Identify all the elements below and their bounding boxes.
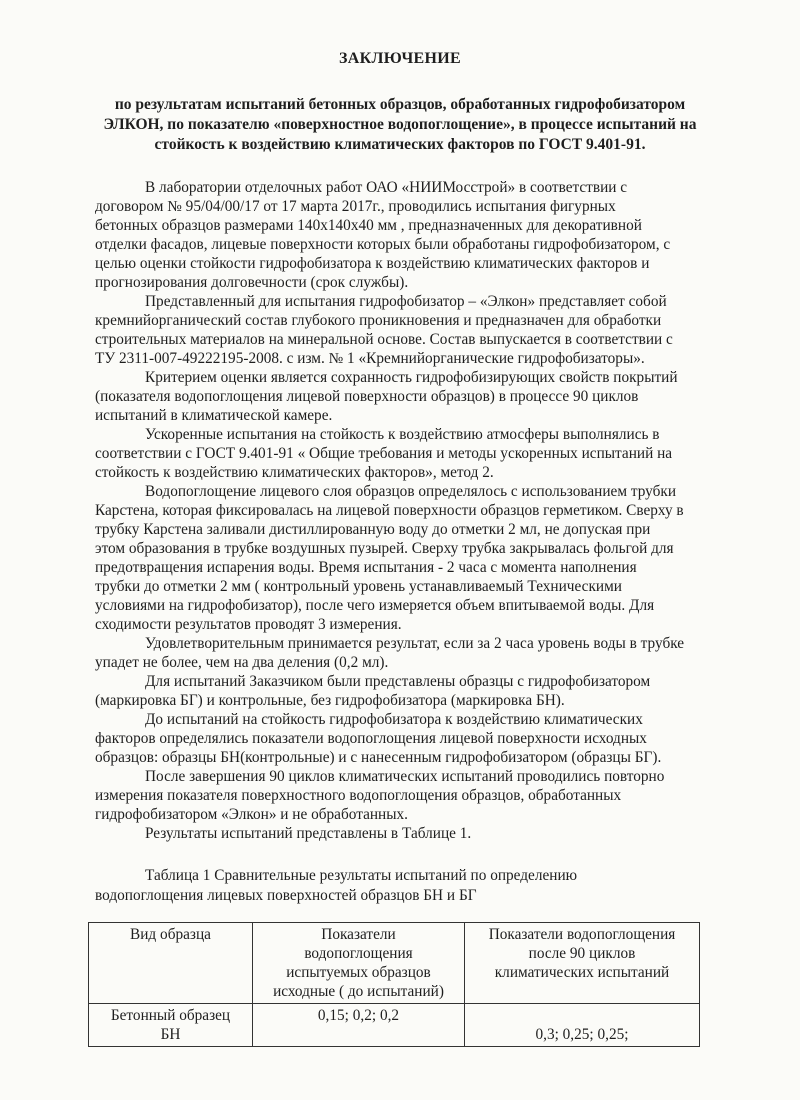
- paragraph: [95, 178, 710, 292]
- results-table: [88, 922, 700, 1047]
- text-line: исходные ( до испытаний): [273, 983, 444, 1000]
- text-line: соответствии с ГОСТ 9.401-91 « Общие требования и методы ускоренных испытаний на: [95, 445, 673, 462]
- table-header-row: [89, 923, 700, 1004]
- header-after: [465, 923, 700, 1004]
- text-line: Критерием оценки является сохранность гидрофобизирующих свойств покрытий: [145, 369, 678, 386]
- paragraph: [95, 425, 710, 482]
- text-line: БН: [160, 1026, 181, 1043]
- text-line: Карстена, которая фиксировалась на лицевой поверхности образцов герметиком. Сверху в: [95, 502, 684, 519]
- text-line: Водопоглощение лицевого слоя образцов определялось с использованием трубки: [145, 483, 677, 500]
- text-line: Удовлетворительным принимается результат, если за 2 часа уровень воды в трубке: [145, 635, 685, 652]
- paragraph: [95, 672, 710, 710]
- text-line: сходимости результатов проводят 3 измерения.: [95, 616, 402, 633]
- paragraph: [95, 767, 710, 824]
- text-line: предотвращения испарения воды. Время испытания - 2 часа с момента наполнения: [95, 559, 637, 576]
- text-line: Показатели: [321, 926, 396, 943]
- text-line: испытуемых образцов: [286, 964, 431, 981]
- text-line: Показатели водопоглощения: [488, 926, 676, 943]
- cell-before: 0,15; 0,2; 0,2: [253, 1004, 465, 1047]
- text-line: До испытаний на стойкость гидрофобизатора к воздействию климатических: [145, 711, 643, 728]
- text-line: Таблица 1 Сравнительные результаты испытаний по определению: [145, 867, 578, 884]
- text-line: целью оценки стойкости гидрофобизатора к воздействию климатических факторов и: [95, 255, 650, 272]
- document-title: ЗАКЛЮЧЕНИЕ: [339, 50, 461, 67]
- paragraph: [95, 482, 710, 634]
- text-line: (маркировка БГ) и контрольные, без гидрофобизатора (маркировка БН).: [95, 692, 565, 709]
- text-line: водопоглощения: [304, 945, 413, 962]
- text-line: климатических испытаний: [494, 964, 670, 981]
- text-line: образцов: образцы БН(контрольные) и с нанесенным гидрофобизатором (образцы БГ).: [95, 749, 662, 766]
- paragraph: [95, 824, 710, 843]
- text-line: упадет не более, чем на два деления (0,2 мл).: [95, 654, 389, 671]
- text-line: отделки фасадов, лицевые поверхности которых были обработаны гидрофобизатором, с: [95, 236, 671, 253]
- table-row: [89, 1004, 700, 1047]
- text-line: этом образования в трубке воздушных пузырей. Сверху трубка закрывалась фольгой для: [95, 540, 674, 557]
- text-line: Ускоренные испытания на стойкость к воздействию атмосферы выполнялись в: [145, 426, 660, 443]
- text-line: по результатам испытаний бетонных образцов, обработанных гидрофобизатором: [114, 96, 686, 113]
- paragraph: [95, 634, 710, 672]
- text-line: после 90 циклов: [528, 945, 636, 962]
- text-line: договором № 95/04/00/17 от 17 марта 2017г., проводились испытания фигурных: [95, 198, 616, 215]
- header-sample-type: [89, 923, 253, 1004]
- document-subtitle: [80, 95, 720, 155]
- text-line: трубки до отметки 2 мм ( контрольный уровень устанавливаемый Техническими: [95, 578, 622, 595]
- paragraph: [95, 368, 710, 425]
- text-line: трубку Карстена заливали дистиллированную воду до отметки 2 мл, не допуская при: [95, 521, 651, 538]
- text-line: прогнозирования долговечности (срок службы).: [95, 274, 409, 291]
- text-line: ЭЛКОН, по показателю «поверхностное водопоглощение», в процессе испытаний на: [103, 116, 697, 133]
- text-line: Представленный для испытания гидрофобизатор – «Элкон» представляет собой: [145, 293, 667, 310]
- paragraph: [95, 710, 710, 767]
- header-before: [253, 923, 465, 1004]
- cell-sample: [89, 1004, 253, 1047]
- document-body: [95, 178, 710, 843]
- text-line: (показателя водопоглощения лицевой поверхности образцов) в процессе 90 циклов: [95, 388, 639, 405]
- text-line: стойкость к воздействию климатических факторов по ГОСТ 9.401-91.: [154, 136, 646, 153]
- text-line: условиями на гидрофобизатор), после чего измеряется объем впитываемой воды. Для: [95, 597, 655, 614]
- text-line: Для испытаний Заказчиком были представлены образцы с гидрофобизатором: [145, 673, 651, 690]
- text-line: После завершения 90 циклов климатических испытаний проводились повторно: [145, 768, 665, 785]
- text-line: Результаты испытаний представлены в Таблице 1.: [145, 825, 472, 842]
- text-line: В лаборатории отделочных работ ОАО «НИИМосстрой» в соответствии с: [145, 179, 628, 196]
- text-line: факторов определялись показатели водопоглощения лицевой поверхности исходных: [95, 730, 647, 747]
- text-line: водопоглощения лицевых поверхностей образцов БН и БГ: [95, 887, 477, 904]
- text-line: строительных материалов на минеральной основе. Состав выпускается в соответствии с: [95, 331, 673, 348]
- text-line: испытаний в климатической камере.: [95, 407, 333, 424]
- text-line: гидрофобизатором «Элкон» и не обработанных.: [95, 806, 408, 823]
- text-line: Бетонный образец: [110, 1007, 231, 1024]
- text-line: Вид образца: [130, 926, 211, 943]
- table-caption: [95, 866, 577, 906]
- paragraph: [95, 292, 710, 368]
- text-line: ТУ 2311-007-49222195-2008. с изм. № 1 «Кремнийорганические гидрофобизаторы».: [95, 350, 645, 367]
- text-line: кремнийорганический состав глубокого проникновения и предназначен для обработки: [95, 312, 662, 329]
- text-line: бетонных образцов размерами 140х140х40 мм , предназначенных для декоративной: [95, 217, 642, 234]
- text-line: стойкость к воздействию климатических факторов», метод 2.: [95, 464, 494, 481]
- text-line: измерения показателя поверхностного водопоглощения образцов, обработанных: [95, 787, 622, 804]
- cell-after: 0,3; 0,25; 0,25;: [465, 1004, 700, 1047]
